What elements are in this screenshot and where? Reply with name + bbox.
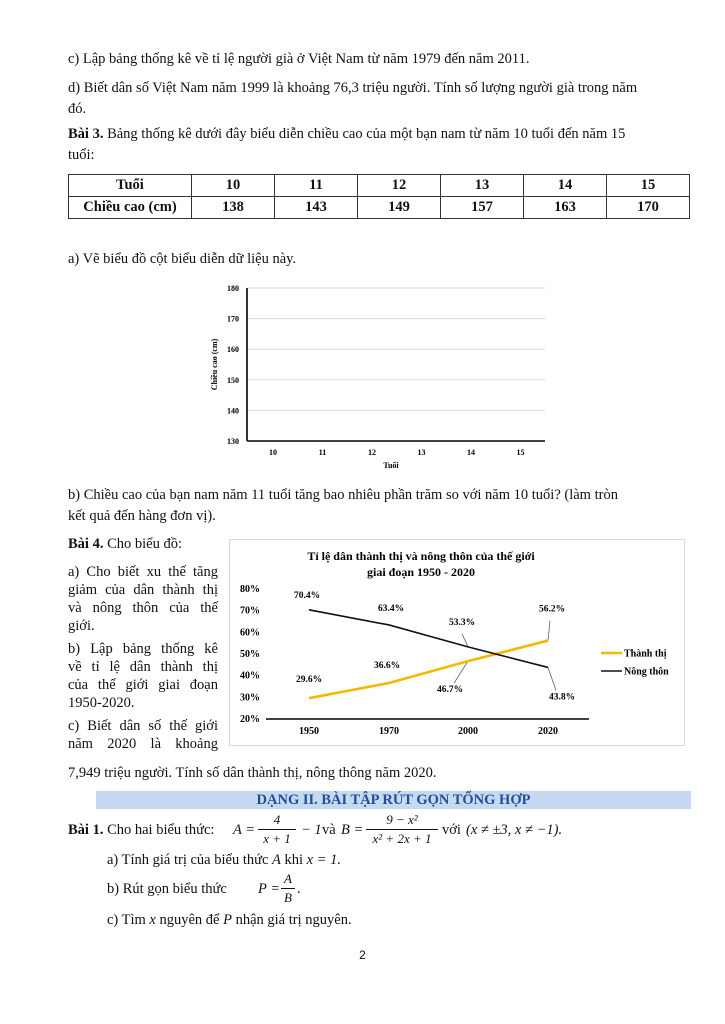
chart2-title-line1: Tỉ lệ dân thành thị và nông thôn của thế giới bbox=[307, 549, 535, 563]
table-cell: 10 bbox=[192, 175, 275, 197]
chart2-title-line2: giai đoạn 1950 - 2020 bbox=[366, 565, 476, 579]
chart1-y-label: Chiều cao (cm) bbox=[210, 338, 219, 391]
chart1-y-tick: 180 bbox=[227, 284, 239, 293]
bai1-question-b bbox=[107, 881, 227, 898]
chart2-y-tick: 30% bbox=[240, 692, 260, 704]
rural-data-label: 70.4% bbox=[293, 590, 321, 601]
urban-data-label: 56.2% bbox=[538, 604, 566, 615]
condition: (x ≠ ±3, x ≠ −1). bbox=[466, 822, 563, 838]
qa-var: A bbox=[272, 852, 281, 868]
chart2-y-tick: 50% bbox=[240, 649, 260, 660]
chart1-x-tick: 11 bbox=[318, 448, 327, 457]
qc-var2: P bbox=[223, 912, 232, 928]
table-row bbox=[69, 197, 690, 219]
table-cell: 170 bbox=[607, 197, 690, 219]
q4c-line: năm 2020 là khoảng bbox=[68, 736, 218, 752]
q4a-line: a) Cho biết xu thế tăng bbox=[68, 564, 218, 580]
table-cell: 149 bbox=[358, 197, 441, 219]
table-cell: 12 bbox=[358, 175, 441, 197]
qb-text: b) Rút gọn biểu thức bbox=[107, 881, 227, 897]
section-title: DẠNG II. BÀI TẬP RÚT GỌN TỔNG HỢP bbox=[96, 791, 691, 809]
question-d-text-cont: đó. bbox=[68, 101, 87, 117]
rural-data-label: 43.8% bbox=[548, 692, 576, 703]
table-row bbox=[69, 175, 690, 197]
q4b-line: 1950-2020. bbox=[68, 695, 135, 711]
table-cell: 163 bbox=[524, 197, 607, 219]
legend-urban-label: Thành thị bbox=[624, 648, 667, 660]
page-number: 2 bbox=[359, 948, 366, 962]
table-cell: 14 bbox=[524, 175, 607, 197]
chart2-x-tick: 2020 bbox=[538, 726, 558, 737]
and-text: và bbox=[322, 822, 336, 838]
table-cell: 138 bbox=[192, 197, 275, 219]
chart2-y-tick: 40% bbox=[240, 670, 260, 682]
expr-b-lhs: B = bbox=[341, 822, 364, 838]
chart2-y-tick: 80% bbox=[240, 584, 260, 595]
chart1-x-tick: 15 bbox=[516, 448, 525, 457]
bai1-heading bbox=[68, 822, 214, 839]
expr-a-tail: − 1 bbox=[301, 822, 322, 838]
q4b-line: về tỉ lệ dân thành thị bbox=[68, 659, 218, 675]
chart1-y-tick: 140 bbox=[227, 406, 239, 416]
qc-text: c) Tìm bbox=[107, 912, 146, 928]
bai1-question-c bbox=[107, 912, 352, 929]
urban-data-label: 36.6% bbox=[373, 661, 401, 672]
table-header-label: Tuổi bbox=[69, 175, 192, 197]
qb-dot: . bbox=[297, 881, 301, 897]
bai4-label: Bài 4. bbox=[68, 536, 104, 552]
qc-post: nhận giá trị nguyên. bbox=[235, 912, 352, 928]
q4c-line: c) Biết dân số thế giới bbox=[68, 718, 218, 734]
bai1-label: Bài 1. bbox=[68, 822, 104, 838]
rural-data-label: 63.4% bbox=[377, 603, 405, 614]
chart1-y-tick: 150 bbox=[227, 375, 239, 385]
table-cell: 15 bbox=[607, 175, 690, 197]
expr-a-denominator: x + 1 bbox=[263, 831, 291, 846]
bai1-question-a bbox=[107, 852, 341, 869]
urban-data-label: 46.7% bbox=[436, 685, 464, 696]
bai3-text-cont: tuổi: bbox=[68, 147, 95, 163]
chart1-x-label: Tuổi bbox=[383, 461, 399, 470]
height-bar-chart bbox=[205, 278, 555, 473]
qa-text: a) Tính giá trị của biểu thức bbox=[107, 852, 269, 868]
expr-a-fraction bbox=[258, 812, 296, 847]
chart2-y-tick: 60% bbox=[240, 627, 260, 639]
rural-data-label: 53.3% bbox=[448, 617, 476, 628]
bai4-text: Cho biểu đồ: bbox=[103, 536, 182, 552]
chart2-x-tick: 1970 bbox=[379, 726, 399, 737]
with-text: với bbox=[442, 822, 461, 838]
question-c-text: c) Lập bảng thống kê về tỉ lệ người già ở Việt Nam từ năm 1979 đến năm 2011. bbox=[68, 51, 530, 67]
q4b-line: b) Lập bảng thống kê bbox=[68, 641, 218, 657]
bai1-intro: Cho hai biểu thức: bbox=[103, 822, 215, 838]
q4a-line: và nông thôn của thế bbox=[68, 600, 218, 616]
qb-numerator: A bbox=[284, 871, 292, 886]
table-cell: 143 bbox=[275, 197, 358, 219]
question-d-text: d) Biết dân số Việt Nam năm 1999 là khoảng 76,3 triệu người. Tính số lượng người già trong năm bbox=[68, 80, 638, 96]
chart1-x-tick: 14 bbox=[467, 448, 475, 457]
bai3-text: Bảng thống kê dưới đây biểu diễn chiều cao của một bạn nam từ năm 10 tuổi đến năm 15 bbox=[103, 126, 626, 142]
urban-data-label: 29.6% bbox=[295, 675, 323, 686]
bai3-label: Bài 3. bbox=[68, 126, 104, 142]
expr-b-denominator: x² + 2x + 1 bbox=[372, 831, 432, 846]
bai4-questions bbox=[68, 563, 218, 753]
height-table bbox=[68, 174, 690, 219]
q4a-line: giảm của dân thành thị bbox=[68, 582, 218, 598]
q4b-line: của thế giới giai đoạn bbox=[68, 677, 218, 693]
table-cell: 157 bbox=[441, 197, 524, 219]
chart1-x-tick: 10 bbox=[269, 448, 277, 457]
question-b3-text-cont: kết quả đến hàng đơn vị). bbox=[68, 508, 216, 524]
bai4-heading bbox=[68, 536, 182, 553]
expr-b-numerator: 9 − x² bbox=[386, 812, 418, 827]
chart2-y-tick: 20% bbox=[240, 714, 260, 725]
qa-val: x = 1. bbox=[306, 852, 342, 868]
question-b3-text: b) Chiều cao của bạn nam năm 11 tuổi tăng bao nhiêu phần trăm so với năm 10 tuổi? (làm tròn bbox=[68, 487, 618, 503]
urban-rural-line-chart bbox=[229, 539, 685, 746]
q4c-line-cont: 7,949 triệu người. Tính số dân thành thị, nông thông năm 2020. bbox=[68, 765, 437, 781]
table-cell: 11 bbox=[275, 175, 358, 197]
chart2-y-tick: 70% bbox=[240, 605, 260, 617]
qa-mid: khi bbox=[284, 852, 304, 868]
qb-lhs: P = bbox=[258, 881, 281, 897]
qb-fraction bbox=[281, 871, 295, 906]
legend-rural-label: Nông thôn bbox=[624, 666, 669, 678]
bai3-heading bbox=[68, 126, 625, 143]
expr-a-numerator: 4 bbox=[273, 812, 281, 827]
qc-mid: nguyên để bbox=[159, 912, 220, 928]
chart2-x-tick: 2000 bbox=[458, 726, 478, 737]
chart1-x-tick: 12 bbox=[368, 448, 376, 457]
chart1-y-tick: 160 bbox=[227, 345, 239, 355]
chart1-y-tick: 170 bbox=[227, 314, 239, 324]
q4a-line: giới. bbox=[68, 618, 95, 634]
qb-denominator: B bbox=[284, 890, 292, 905]
chart2-x-tick: 1950 bbox=[299, 726, 319, 737]
chart1-y-tick: 130 bbox=[227, 437, 239, 446]
table-row-label: Chiều cao (cm) bbox=[69, 197, 192, 219]
expr-a-lhs: A = bbox=[233, 822, 256, 838]
expr-b-fraction bbox=[366, 812, 438, 847]
qc-var: x bbox=[149, 912, 156, 928]
question-a3-text: a) Vẽ biểu đồ cột biểu diễn dữ liệu này. bbox=[68, 251, 297, 267]
chart1-x-tick: 13 bbox=[417, 448, 426, 457]
table-cell: 13 bbox=[441, 175, 524, 197]
